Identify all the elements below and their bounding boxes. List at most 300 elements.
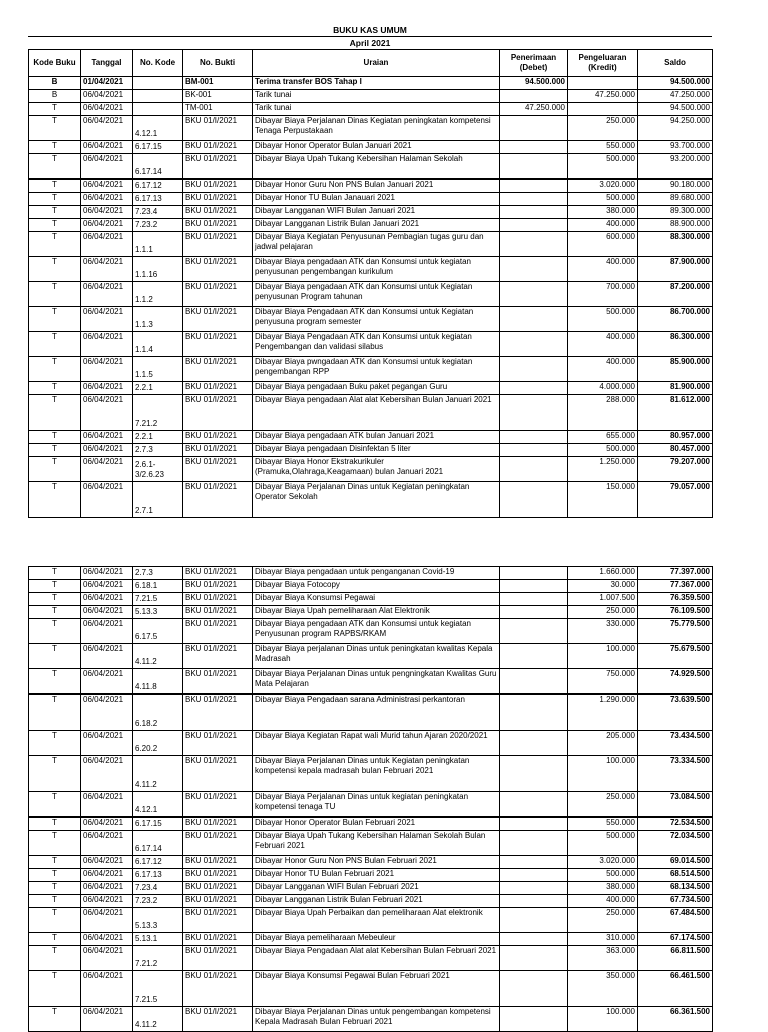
tanggal-cell: 06/04/2021 bbox=[81, 193, 133, 206]
uraian-cell: Dibayar Biaya Upah pemeliharaan Alat Elektronik bbox=[253, 606, 500, 619]
tanggal-cell: 06/04/2021 bbox=[81, 232, 133, 257]
saldo-cell: 73.334.500 bbox=[638, 756, 713, 792]
table-row bbox=[29, 457, 713, 482]
uraian-cell: Dibayar Biaya Perjalanan Dinas untuk pengembangan kompetensi Kepala Madrasah Bulan Februari 2021 bbox=[253, 1007, 500, 1032]
table-row bbox=[29, 619, 713, 644]
kode-buku-cell: T bbox=[29, 831, 81, 856]
table-row bbox=[29, 1007, 713, 1032]
no-kode-cell: 6.20.2 bbox=[133, 731, 183, 756]
kredit-cell: 400.000 bbox=[568, 219, 638, 232]
ledger-body-2 bbox=[29, 567, 713, 1032]
debet-cell bbox=[500, 357, 568, 382]
uraian-cell: Dibayar Langganan WIFI Bulan Februari 2021 bbox=[253, 882, 500, 895]
debet-cell bbox=[500, 395, 568, 431]
saldo-cell: 69.014.500 bbox=[638, 856, 713, 869]
uraian-cell: Dibayar Biaya pengadaan ATK bulan Januari 2021 bbox=[253, 431, 500, 444]
debet-cell bbox=[500, 619, 568, 644]
no-bukti-cell: BKU 01/I/2021 bbox=[183, 193, 253, 206]
table-row bbox=[29, 946, 713, 971]
debet-cell bbox=[500, 257, 568, 282]
table-row bbox=[29, 282, 713, 307]
kode-buku-cell: T bbox=[29, 908, 81, 933]
tanggal-cell: 06/04/2021 bbox=[81, 457, 133, 482]
saldo-cell: 79.207.000 bbox=[638, 457, 713, 482]
no-bukti-cell: BKU 01/I/2021 bbox=[183, 431, 253, 444]
kode-buku-cell: T bbox=[29, 482, 81, 518]
ledger-table-2 bbox=[28, 566, 713, 1032]
tanggal-cell: 06/04/2021 bbox=[81, 756, 133, 792]
kredit-cell: 250.000 bbox=[568, 908, 638, 933]
table-row bbox=[29, 669, 713, 695]
tanggal-cell: 06/04/2021 bbox=[81, 580, 133, 593]
kredit-cell: 600.000 bbox=[568, 232, 638, 257]
debet-cell bbox=[500, 1007, 568, 1032]
kredit-cell: 288.000 bbox=[568, 395, 638, 431]
no-kode-cell: 7.21.5 bbox=[133, 593, 183, 606]
uraian-cell: Dibayar Biaya Perjalanan Dinas untuk pengningkatan Kwalitas Guru Mata Pelajaran bbox=[253, 669, 500, 695]
no-bukti-cell: BKU 01/I/2021 bbox=[183, 580, 253, 593]
table-row bbox=[29, 444, 713, 457]
kode-buku-cell: T bbox=[29, 206, 81, 219]
saldo-cell: 80.957.000 bbox=[638, 431, 713, 444]
uraian-cell: Dibayar Biaya Perjalanan Dinas untuk Kegiatan peningkatan Operator Sekolah bbox=[253, 482, 500, 518]
kredit-cell: 700.000 bbox=[568, 282, 638, 307]
table-row bbox=[29, 756, 713, 792]
kredit-cell: 100.000 bbox=[568, 644, 638, 669]
saldo-cell: 88.300.000 bbox=[638, 232, 713, 257]
table-row bbox=[29, 257, 713, 282]
no-bukti-cell: BKU 01/I/2021 bbox=[183, 219, 253, 232]
no-kode-cell: 4.12.1 bbox=[133, 792, 183, 818]
kode-buku-cell: T bbox=[29, 895, 81, 908]
tanggal-cell: 06/04/2021 bbox=[81, 482, 133, 518]
debet-cell bbox=[500, 971, 568, 1007]
tanggal-cell: 06/04/2021 bbox=[81, 882, 133, 895]
kode-buku-cell: T bbox=[29, 382, 81, 395]
no-kode-cell: 1.1.4 bbox=[133, 332, 183, 357]
kredit-cell: 3.020.000 bbox=[568, 179, 638, 193]
saldo-cell: 90.180.000 bbox=[638, 179, 713, 193]
kode-buku-cell: T bbox=[29, 1007, 81, 1032]
debet-cell bbox=[500, 644, 568, 669]
no-bukti-cell: BKU 01/I/2021 bbox=[183, 731, 253, 756]
no-bukti-cell: BKU 01/I/2021 bbox=[183, 593, 253, 606]
kredit-cell: 400.000 bbox=[568, 257, 638, 282]
no-kode-cell: 2.2.1 bbox=[133, 382, 183, 395]
debet-cell bbox=[500, 444, 568, 457]
no-bukti-cell: BKU 01/I/2021 bbox=[183, 444, 253, 457]
kredit-cell bbox=[568, 103, 638, 116]
kode-buku-cell: T bbox=[29, 257, 81, 282]
kode-buku-cell: T bbox=[29, 946, 81, 971]
kode-buku-cell: T bbox=[29, 971, 81, 1007]
uraian-cell: Dibayar Honor Guru Non PNS Bulan Februari 2021 bbox=[253, 856, 500, 869]
tanggal-cell: 06/04/2021 bbox=[81, 946, 133, 971]
uraian-cell: Dibayar Biaya pengadaan ATK dan Konsumsi untuk Kegiatan penyusunan Program tahunan bbox=[253, 282, 500, 307]
table-row bbox=[29, 971, 713, 1007]
no-bukti-cell: BKU 01/I/2021 bbox=[183, 694, 253, 731]
no-bukti-cell: BKU 01/I/2021 bbox=[183, 257, 253, 282]
table-row bbox=[29, 103, 713, 116]
kredit-cell: 655.000 bbox=[568, 431, 638, 444]
kode-buku-cell: T bbox=[29, 593, 81, 606]
no-kode-cell: 2.7.3 bbox=[133, 444, 183, 457]
kredit-cell: 250.000 bbox=[568, 116, 638, 141]
col-header-uraian: Uraian bbox=[253, 50, 500, 77]
saldo-cell: 73.084.500 bbox=[638, 792, 713, 818]
debet-cell bbox=[500, 580, 568, 593]
tanggal-cell: 06/04/2021 bbox=[81, 141, 133, 154]
kredit-cell: 750.000 bbox=[568, 669, 638, 695]
table-row bbox=[29, 567, 713, 580]
no-kode-cell: 5.13.1 bbox=[133, 933, 183, 946]
uraian-cell: Dibayar Biaya Upah Tukang Kebersihan Halaman Sekolah bbox=[253, 154, 500, 180]
debet-cell bbox=[500, 206, 568, 219]
saldo-cell: 66.811.500 bbox=[638, 946, 713, 971]
no-bukti-cell: BKU 01/I/2021 bbox=[183, 482, 253, 518]
no-kode-cell: 2.6.1-3/2.6.23 bbox=[133, 457, 183, 482]
saldo-cell: 67.174.500 bbox=[638, 933, 713, 946]
kredit-cell: 310.000 bbox=[568, 933, 638, 946]
no-bukti-cell: BKU 01/I/2021 bbox=[183, 933, 253, 946]
ledger-body-1 bbox=[29, 77, 713, 518]
saldo-cell: 76.109.500 bbox=[638, 606, 713, 619]
table-row bbox=[29, 580, 713, 593]
saldo-cell: 67.734.500 bbox=[638, 895, 713, 908]
saldo-cell: 93.200.000 bbox=[638, 154, 713, 180]
table-row bbox=[29, 694, 713, 731]
saldo-cell: 94.500.000 bbox=[638, 103, 713, 116]
debet-cell bbox=[500, 946, 568, 971]
kredit-cell: 1.250.000 bbox=[568, 457, 638, 482]
no-bukti-cell: BKU 01/I/2021 bbox=[183, 141, 253, 154]
saldo-cell: 89.680.000 bbox=[638, 193, 713, 206]
kredit-cell: 400.000 bbox=[568, 332, 638, 357]
saldo-cell: 86.700.000 bbox=[638, 307, 713, 332]
table-row bbox=[29, 908, 713, 933]
kode-buku-cell: T bbox=[29, 756, 81, 792]
kredit-cell: 47.250.000 bbox=[568, 90, 638, 103]
uraian-cell: Dibayar Biaya Upah Perbaikan dan pemeliharaan Alat elektronik bbox=[253, 908, 500, 933]
saldo-cell: 77.367.000 bbox=[638, 580, 713, 593]
debet-cell bbox=[500, 567, 568, 580]
uraian-cell: Dibayar Biaya Perjalanan Dinas Kegiatan peningkatan kompetensi Tenaga Perpustakaan bbox=[253, 116, 500, 141]
no-kode-cell: 7.23.2 bbox=[133, 219, 183, 232]
no-bukti-cell: BKU 01/I/2021 bbox=[183, 817, 253, 831]
table-row bbox=[29, 831, 713, 856]
no-kode-cell: 4.11.8 bbox=[133, 669, 183, 695]
no-bukti-cell: BKU 01/I/2021 bbox=[183, 882, 253, 895]
no-bukti-cell: BKU 01/I/2021 bbox=[183, 357, 253, 382]
kredit-cell: 100.000 bbox=[568, 756, 638, 792]
debet-cell bbox=[500, 282, 568, 307]
no-bukti-cell: BKU 01/I/2021 bbox=[183, 619, 253, 644]
uraian-cell: Dibayar Biaya Pengadaan Alat alat Kebersihan Bulan Februari 2021 bbox=[253, 946, 500, 971]
kredit-cell: 250.000 bbox=[568, 606, 638, 619]
uraian-cell: Dibayar Langganan Listrik Bulan Februari 2021 bbox=[253, 895, 500, 908]
debet-cell bbox=[500, 141, 568, 154]
uraian-cell: Dibayar Biaya Perjalanan Dinas untuk Kegiatan peningkatan kompetensi kepala madrasah bulan Februari 2021 bbox=[253, 756, 500, 792]
tanggal-cell: 06/04/2021 bbox=[81, 307, 133, 332]
table-row bbox=[29, 179, 713, 193]
uraian-cell: Dibayar Honor TU Bulan Februari 2021 bbox=[253, 869, 500, 882]
tanggal-cell: 06/04/2021 bbox=[81, 933, 133, 946]
no-kode-cell: 2.2.1 bbox=[133, 431, 183, 444]
uraian-cell: Dibayar Biaya Honor Ekstrakurikuler (Pramuka,Olahraga,Keagamaan) bulan Januari 2021 bbox=[253, 457, 500, 482]
kode-buku-cell: T bbox=[29, 219, 81, 232]
tanggal-cell: 06/04/2021 bbox=[81, 694, 133, 731]
tanggal-cell: 06/04/2021 bbox=[81, 154, 133, 180]
debet-cell bbox=[500, 593, 568, 606]
table-row bbox=[29, 382, 713, 395]
no-bukti-cell: BM-001 bbox=[183, 77, 253, 90]
kredit-cell: 500.000 bbox=[568, 154, 638, 180]
tanggal-cell: 06/04/2021 bbox=[81, 895, 133, 908]
table-row bbox=[29, 792, 713, 818]
table-row bbox=[29, 856, 713, 869]
kode-buku-cell: T bbox=[29, 193, 81, 206]
table-row bbox=[29, 933, 713, 946]
title-rule bbox=[28, 36, 712, 37]
tanggal-cell: 01/04/2021 bbox=[81, 77, 133, 90]
table-row bbox=[29, 307, 713, 332]
no-kode-cell: 5.13.3 bbox=[133, 606, 183, 619]
period-label: April 2021 bbox=[349, 38, 391, 48]
table-row bbox=[29, 644, 713, 669]
tanggal-cell: 06/04/2021 bbox=[81, 644, 133, 669]
tanggal-cell: 06/04/2021 bbox=[81, 395, 133, 431]
uraian-cell: Dibayar Biaya Kegiatan Rapat wali Murid tahun Ajaran 2020/2021 bbox=[253, 731, 500, 756]
kode-buku-cell: T bbox=[29, 282, 81, 307]
no-bukti-cell: BKU 01/I/2021 bbox=[183, 395, 253, 431]
uraian-cell: Dibayar Biaya pengadaan ATK dan Konsumsi untuk kegiatan Penyusunan program RAPBS/RKAM bbox=[253, 619, 500, 644]
no-bukti-cell: BKU 01/I/2021 bbox=[183, 831, 253, 856]
uraian-cell: Dibayar Biaya pemeliharaan Mebeuleur bbox=[253, 933, 500, 946]
debet-cell bbox=[500, 908, 568, 933]
kode-buku-cell: B bbox=[29, 77, 81, 90]
uraian-cell: Tarik tunai bbox=[253, 103, 500, 116]
no-bukti-cell: BKU 01/I/2021 bbox=[183, 971, 253, 1007]
uraian-cell: Dibayar Biaya Pengadaan sarana Administrasi perkantoran bbox=[253, 694, 500, 731]
kode-buku-cell: T bbox=[29, 357, 81, 382]
debet-cell bbox=[500, 669, 568, 695]
debet-cell bbox=[500, 856, 568, 869]
no-bukti-cell: BKU 01/I/2021 bbox=[183, 792, 253, 818]
no-bukti-cell: BKU 01/I/2021 bbox=[183, 179, 253, 193]
debet-cell bbox=[500, 90, 568, 103]
tanggal-cell: 06/04/2021 bbox=[81, 971, 133, 1007]
no-kode-cell: 6.17.15 bbox=[133, 141, 183, 154]
uraian-cell: Dibayar Biaya Pengadaan ATK dan Konsumsi untuk Kegiatan penyusuna program semester bbox=[253, 307, 500, 332]
kredit-cell: 250.000 bbox=[568, 792, 638, 818]
uraian-cell: Dibayar Biaya Konsumsi Pegawai bbox=[253, 593, 500, 606]
tanggal-cell: 06/04/2021 bbox=[81, 856, 133, 869]
no-bukti-cell: BKU 01/I/2021 bbox=[183, 756, 253, 792]
no-bukti-cell: BKU 01/I/2021 bbox=[183, 206, 253, 219]
saldo-cell: 75.679.500 bbox=[638, 644, 713, 669]
no-bukti-cell: BKU 01/I/2021 bbox=[183, 908, 253, 933]
kode-buku-cell: T bbox=[29, 116, 81, 141]
debet-cell bbox=[500, 431, 568, 444]
no-kode-cell: 7.21.5 bbox=[133, 971, 183, 1007]
uraian-cell: Dibayar Honor Operator Bulan Februari 2021 bbox=[253, 817, 500, 831]
kode-buku-cell: T bbox=[29, 179, 81, 193]
kredit-cell: 380.000 bbox=[568, 882, 638, 895]
no-kode-cell: 6.17.13 bbox=[133, 869, 183, 882]
saldo-cell: 88.900.000 bbox=[638, 219, 713, 232]
saldo-cell: 87.900.000 bbox=[638, 257, 713, 282]
no-kode-cell bbox=[133, 103, 183, 116]
no-bukti-cell: BKU 01/I/2021 bbox=[183, 282, 253, 307]
col-header-penerimaan: Penerimaan (Debet) bbox=[500, 50, 568, 77]
tanggal-cell: 06/04/2021 bbox=[81, 731, 133, 756]
saldo-cell: 81.900.000 bbox=[638, 382, 713, 395]
no-kode-cell: 6.17.12 bbox=[133, 856, 183, 869]
table-row bbox=[29, 232, 713, 257]
kode-buku-cell: T bbox=[29, 882, 81, 895]
table-row bbox=[29, 193, 713, 206]
no-kode-cell: 4.11.2 bbox=[133, 644, 183, 669]
kredit-cell: 350.000 bbox=[568, 971, 638, 1007]
uraian-cell: Dibayar Biaya Pengadaan ATK dan Konsumsi untuk kegiatan Pengembangan dan validasi silabus bbox=[253, 332, 500, 357]
kode-buku-cell: T bbox=[29, 154, 81, 180]
uraian-cell: Dibayar Biaya Kegiatan Penyusunan Pembagian tugas guru dan jadwal pelajaran bbox=[253, 232, 500, 257]
kredit-cell: 550.000 bbox=[568, 141, 638, 154]
no-bukti-cell: BKU 01/I/2021 bbox=[183, 856, 253, 869]
kredit-cell: 150.000 bbox=[568, 482, 638, 518]
kode-buku-cell: T bbox=[29, 307, 81, 332]
kode-buku-cell: T bbox=[29, 567, 81, 580]
no-kode-cell: 6.17.15 bbox=[133, 817, 183, 831]
saldo-cell: 94.500.000 bbox=[638, 77, 713, 90]
kredit-cell: 3.020.000 bbox=[568, 856, 638, 869]
saldo-cell: 66.461.500 bbox=[638, 971, 713, 1007]
table-row bbox=[29, 482, 713, 518]
no-kode-cell: 1.1.5 bbox=[133, 357, 183, 382]
saldo-cell: 72.034.500 bbox=[638, 831, 713, 856]
kode-buku-cell: T bbox=[29, 332, 81, 357]
debet-cell bbox=[500, 831, 568, 856]
no-kode-cell: 4.11.2 bbox=[133, 756, 183, 792]
saldo-cell: 93.700.000 bbox=[638, 141, 713, 154]
tanggal-cell: 06/04/2021 bbox=[81, 90, 133, 103]
saldo-cell: 68.514.500 bbox=[638, 869, 713, 882]
kode-buku-cell: T bbox=[29, 669, 81, 695]
table-row bbox=[29, 431, 713, 444]
no-bukti-cell: TM-001 bbox=[183, 103, 253, 116]
debet-cell: 47.250.000 bbox=[500, 103, 568, 116]
table-row bbox=[29, 731, 713, 756]
uraian-cell: Dibayar Honor Operator Bulan Januari 2021 bbox=[253, 141, 500, 154]
saldo-cell: 89.300.000 bbox=[638, 206, 713, 219]
uraian-cell: Terima transfer BOS Tahap I bbox=[253, 77, 500, 90]
debet-cell bbox=[500, 332, 568, 357]
table-row bbox=[29, 154, 713, 180]
saldo-cell: 47.250.000 bbox=[638, 90, 713, 103]
tanggal-cell: 06/04/2021 bbox=[81, 817, 133, 831]
no-bukti-cell: BKU 01/I/2021 bbox=[183, 307, 253, 332]
debet-cell bbox=[500, 219, 568, 232]
table-row bbox=[29, 332, 713, 357]
no-kode-cell: 7.23.4 bbox=[133, 882, 183, 895]
no-bukti-cell: BKU 01/I/2021 bbox=[183, 332, 253, 357]
no-bukti-cell: BKU 01/I/2021 bbox=[183, 946, 253, 971]
table-row bbox=[29, 206, 713, 219]
saldo-cell: 87.200.000 bbox=[638, 282, 713, 307]
saldo-cell: 72.534.500 bbox=[638, 817, 713, 831]
tanggal-cell: 06/04/2021 bbox=[81, 792, 133, 818]
no-bukti-cell: BKU 01/I/2021 bbox=[183, 116, 253, 141]
kredit-cell: 205.000 bbox=[568, 731, 638, 756]
debet-cell bbox=[500, 154, 568, 180]
debet-cell bbox=[500, 116, 568, 141]
saldo-cell: 75.779.500 bbox=[638, 619, 713, 644]
saldo-cell: 85.900.000 bbox=[638, 357, 713, 382]
col-header-tanggal: Tanggal bbox=[81, 50, 133, 77]
debet-cell bbox=[500, 193, 568, 206]
uraian-cell: Dibayar Langganan WIFI Bulan Januari 2021 bbox=[253, 206, 500, 219]
uraian-cell: Dibayar Biaya Perjalanan Dinas untuk kegiatan peningkatan kompetensi tenaga TU bbox=[253, 792, 500, 818]
kredit-cell: 30.000 bbox=[568, 580, 638, 593]
debet-cell bbox=[500, 307, 568, 332]
uraian-cell: Dibayar Honor TU Bulan Janauari 2021 bbox=[253, 193, 500, 206]
tanggal-cell: 06/04/2021 bbox=[81, 382, 133, 395]
no-kode-cell: 6.17.14 bbox=[133, 831, 183, 856]
table-row bbox=[29, 869, 713, 882]
debet-cell bbox=[500, 694, 568, 731]
no-kode-cell: 6.17.5 bbox=[133, 619, 183, 644]
kode-buku-cell: B bbox=[29, 90, 81, 103]
tanggal-cell: 06/04/2021 bbox=[81, 103, 133, 116]
saldo-cell: 73.434.500 bbox=[638, 731, 713, 756]
tanggal-cell: 06/04/2021 bbox=[81, 206, 133, 219]
kode-buku-cell: T bbox=[29, 580, 81, 593]
kode-buku-cell: T bbox=[29, 856, 81, 869]
table-row bbox=[29, 895, 713, 908]
saldo-cell: 67.484.500 bbox=[638, 908, 713, 933]
tanggal-cell: 06/04/2021 bbox=[81, 431, 133, 444]
no-bukti-cell: BKU 01/I/2021 bbox=[183, 567, 253, 580]
kode-buku-cell: T bbox=[29, 731, 81, 756]
saldo-cell: 66.361.500 bbox=[638, 1007, 713, 1032]
kredit-cell: 400.000 bbox=[568, 895, 638, 908]
page-title: BUKU KAS UMUM bbox=[333, 25, 407, 35]
debet-cell bbox=[500, 869, 568, 882]
tanggal-cell: 06/04/2021 bbox=[81, 282, 133, 307]
no-kode-cell: 2.7.3 bbox=[133, 567, 183, 580]
no-bukti-cell: BKU 01/I/2021 bbox=[183, 644, 253, 669]
saldo-cell: 68.134.500 bbox=[638, 882, 713, 895]
tanggal-cell: 06/04/2021 bbox=[81, 908, 133, 933]
uraian-cell: Dibayar Biaya pengadaan Disinfektan 5 liter bbox=[253, 444, 500, 457]
kode-buku-cell: T bbox=[29, 103, 81, 116]
tanggal-cell: 06/04/2021 bbox=[81, 116, 133, 141]
kode-buku-cell: T bbox=[29, 444, 81, 457]
no-kode-cell: 7.21.2 bbox=[133, 946, 183, 971]
table-row bbox=[29, 219, 713, 232]
ledger-table-1 bbox=[28, 49, 713, 518]
table-row bbox=[29, 817, 713, 831]
uraian-cell: Dibayar Biaya Konsumsi Pegawai Bulan Februari 2021 bbox=[253, 971, 500, 1007]
no-bukti-cell: BKU 01/I/2021 bbox=[183, 606, 253, 619]
no-kode-cell: 1.1.3 bbox=[133, 307, 183, 332]
kode-buku-cell: T bbox=[29, 395, 81, 431]
kode-buku-cell: T bbox=[29, 606, 81, 619]
no-kode-cell bbox=[133, 77, 183, 90]
kode-buku-cell: T bbox=[29, 232, 81, 257]
table-row bbox=[29, 593, 713, 606]
col-header-no-bukti: No. Bukti bbox=[183, 50, 253, 77]
